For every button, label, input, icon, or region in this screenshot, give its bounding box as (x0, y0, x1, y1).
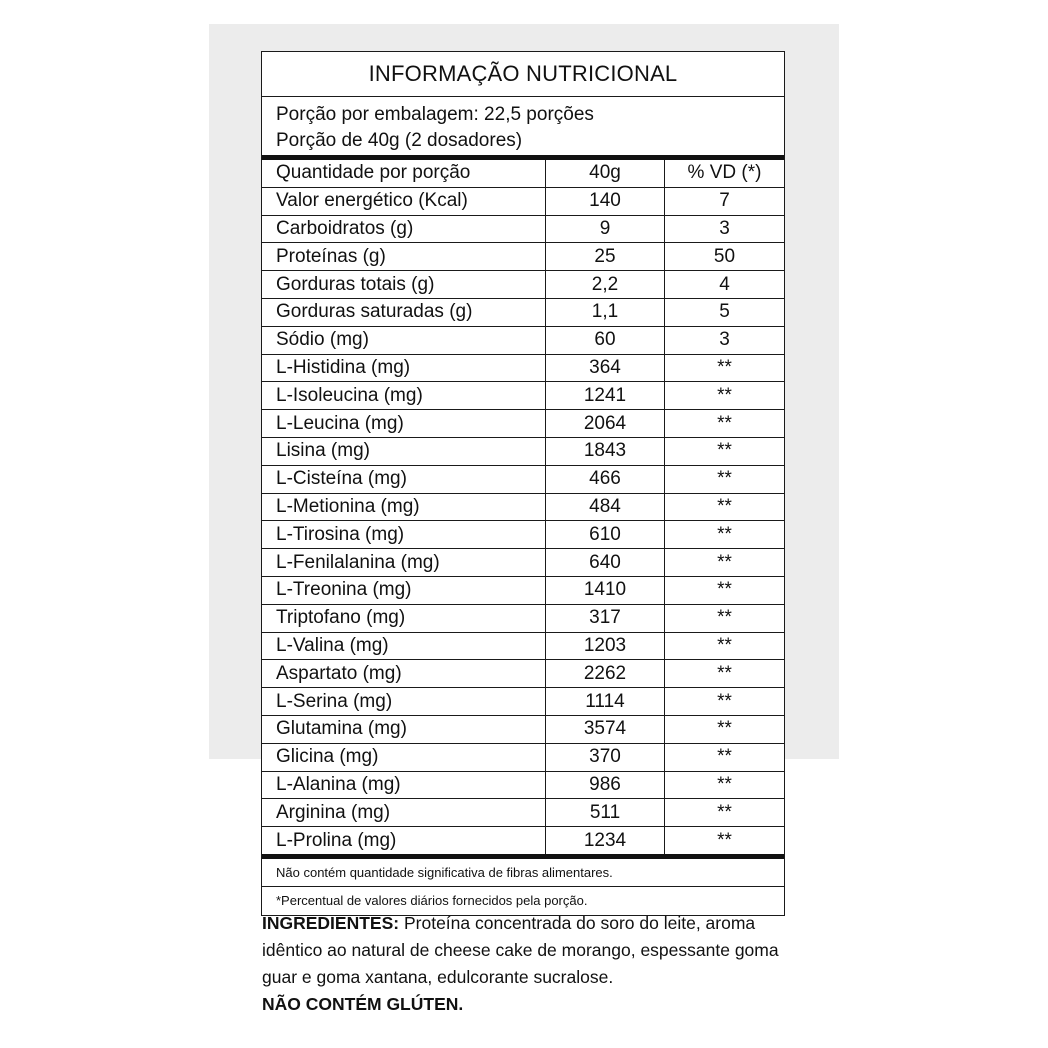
nutrient-daily-value: ** (665, 382, 785, 410)
table-row (262, 410, 784, 438)
table-row (262, 382, 784, 410)
nutrient-daily-value: 7 (665, 187, 785, 215)
nutrient-quantity: 1114 (546, 688, 665, 716)
nutrient-name: Glutamina (mg) (262, 715, 546, 743)
fiber-note: Não contém quantidade significativa de fibras alimentares. (262, 859, 784, 887)
nutrient-name: L-Isoleucina (mg) (262, 382, 546, 410)
nutrient-daily-value: ** (665, 743, 785, 771)
nutrient-quantity: 60 (546, 326, 665, 354)
nutrient-name: L-Metionina (mg) (262, 493, 546, 521)
nutrient-name: L-Histidina (mg) (262, 354, 546, 382)
nutrient-name: L-Leucina (mg) (262, 410, 546, 438)
nutrient-daily-value: 4 (665, 271, 785, 299)
table-row (262, 326, 784, 354)
nutrient-name: L-Serina (mg) (262, 688, 546, 716)
nutrient-name: L-Cisteína (mg) (262, 465, 546, 493)
nutrient-daily-value: ** (665, 437, 785, 465)
table-row (262, 576, 784, 604)
nutrient-name: L-Prolina (mg) (262, 827, 546, 854)
nutrient-quantity: 1241 (546, 382, 665, 410)
nutrient-daily-value: ** (665, 632, 785, 660)
nutrient-daily-value: ** (665, 576, 785, 604)
nutrient-name: Proteínas (g) (262, 243, 546, 271)
portion-size: Porção de 40g (2 dosadores) (276, 130, 523, 151)
nutrient-daily-value: ** (665, 354, 785, 382)
table-row (262, 799, 784, 827)
table-row (262, 215, 784, 243)
nutrient-daily-value: 50 (665, 243, 785, 271)
table-row (262, 604, 784, 632)
header-vd: % VD (*) (665, 160, 785, 187)
table-row (262, 827, 784, 854)
nutrient-daily-value: ** (665, 549, 785, 577)
table-header-row (262, 160, 784, 187)
nutrient-quantity: 1410 (546, 576, 665, 604)
header-name: Quantidade por porção (262, 160, 546, 187)
nutrient-quantity: 466 (546, 465, 665, 493)
nutrient-quantity: 610 (546, 521, 665, 549)
nutrient-quantity: 3574 (546, 715, 665, 743)
nutrient-daily-value: ** (665, 715, 785, 743)
table-row (262, 465, 784, 493)
nutrient-quantity: 986 (546, 771, 665, 799)
nutrient-name: Triptofano (mg) (262, 604, 546, 632)
table-row (262, 688, 784, 716)
portion-per-package: Porção por embalagem: 22,5 porções (276, 104, 594, 125)
nutrient-daily-value: ** (665, 493, 785, 521)
nutrient-quantity: 484 (546, 493, 665, 521)
nutrient-daily-value: ** (665, 410, 785, 438)
nutrient-name: L-Fenilalanina (mg) (262, 549, 546, 577)
table-row (262, 354, 784, 382)
table-row (262, 549, 784, 577)
nutrient-name: Gorduras saturadas (g) (262, 298, 546, 326)
nutrient-quantity: 370 (546, 743, 665, 771)
daily-value-note: *Percentual de valores diários fornecidos pela porção. (276, 892, 588, 908)
nutrient-quantity: 364 (546, 354, 665, 382)
nutrient-name: Valor energético (Kcal) (262, 187, 546, 215)
nutrient-quantity: 9 (546, 215, 665, 243)
table-row (262, 243, 784, 271)
nutrient-name: L-Tirosina (mg) (262, 521, 546, 549)
nutrient-name: Aspartato (mg) (262, 660, 546, 688)
nutrient-name: Carboidratos (g) (262, 215, 546, 243)
nutrient-daily-value: ** (665, 465, 785, 493)
nutrient-daily-value: 5 (665, 298, 785, 326)
nutrient-name: L-Valina (mg) (262, 632, 546, 660)
nutrient-quantity: 140 (546, 187, 665, 215)
header-qty: 40g (546, 160, 665, 187)
ingredients-heading: INGREDIENTES: (262, 913, 400, 933)
nutrient-quantity: 1234 (546, 827, 665, 854)
nutrient-name: Lisina (mg) (262, 437, 546, 465)
portion-info (262, 97, 784, 155)
nutrient-name: Sódio (mg) (262, 326, 546, 354)
nutrition-facts-label (261, 51, 785, 916)
nutrient-daily-value: 3 (665, 215, 785, 243)
nutrient-quantity: 317 (546, 604, 665, 632)
label-title: INFORMAÇÃO NUTRICIONAL (262, 52, 784, 97)
nutrient-quantity: 1,1 (546, 298, 665, 326)
nutrient-daily-value: ** (665, 771, 785, 799)
ingredients-text: Proteína concentrada do soro do leite, aroma idêntico ao natural de cheese cake de morango, espessante goma guar e goma xantana, edulcorante sucralose. (262, 913, 779, 987)
nutrient-name: Glicina (mg) (262, 743, 546, 771)
nutrient-daily-value: ** (665, 660, 785, 688)
nutrient-quantity: 2064 (546, 410, 665, 438)
table-row (262, 715, 784, 743)
nutrient-daily-value: ** (665, 521, 785, 549)
table-row (262, 743, 784, 771)
table-row (262, 632, 784, 660)
table-row (262, 187, 784, 215)
nutrient-quantity: 1843 (546, 437, 665, 465)
gluten-statement: NÃO CONTÉM GLÚTEN. (262, 994, 464, 1014)
nutrient-quantity: 511 (546, 799, 665, 827)
table-row (262, 298, 784, 326)
nutrient-quantity: 640 (546, 549, 665, 577)
nutrient-daily-value: ** (665, 688, 785, 716)
nutrient-name: Gorduras totais (g) (262, 271, 546, 299)
table-row (262, 521, 784, 549)
nutrient-quantity: 2,2 (546, 271, 665, 299)
table-row (262, 493, 784, 521)
nutrient-name: L-Treonina (mg) (262, 576, 546, 604)
nutrient-daily-value: 3 (665, 326, 785, 354)
nutrient-quantity: 1203 (546, 632, 665, 660)
ingredients-block (262, 910, 802, 1018)
nutrient-daily-value: ** (665, 604, 785, 632)
table-row (262, 271, 784, 299)
nutrition-table (262, 160, 784, 854)
nutrient-quantity: 2262 (546, 660, 665, 688)
table-row (262, 771, 784, 799)
table-row (262, 660, 784, 688)
nutrient-name: L-Alanina (mg) (262, 771, 546, 799)
nutrient-daily-value: ** (665, 799, 785, 827)
table-row (262, 437, 784, 465)
nutrient-quantity: 25 (546, 243, 665, 271)
nutrient-daily-value: ** (717, 829, 732, 851)
nutrient-name: Arginina (mg) (262, 799, 546, 827)
